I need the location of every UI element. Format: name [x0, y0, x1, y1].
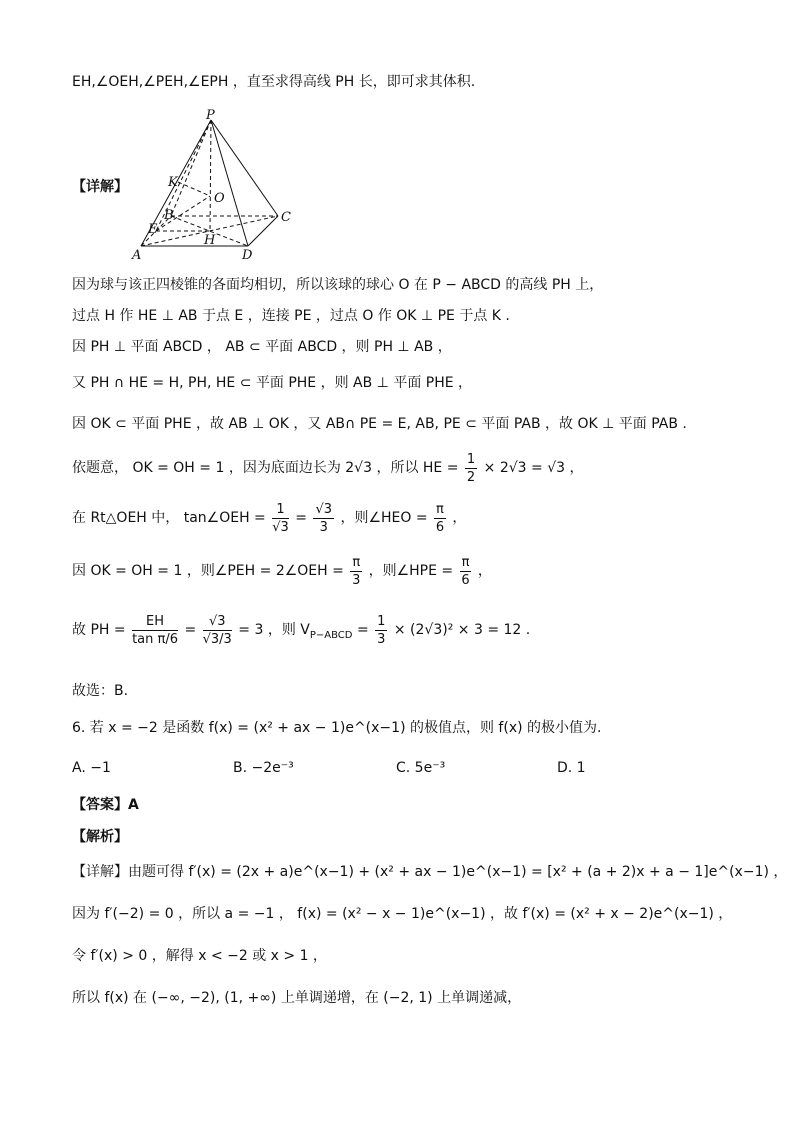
fraction-pi-6: $\frac{\pi}{6}$: [435, 501, 445, 535]
label-a: A: [132, 248, 142, 263]
line9-text-c: = 3 ，则 V: [238, 622, 310, 638]
sol5-line3: 因 PH ⊥ 平面 ABCD ， AB ⊂ 平面 ABCD ，则 PH ⊥ AB ，: [72, 339, 452, 355]
line-ok: [178, 182, 210, 196]
line8-text-b: ，则∠HPE =: [368, 563, 454, 579]
line9-eq2: =: [356, 622, 369, 638]
line9-text-e: × (2√3)² × 3 = 12 .: [393, 622, 531, 638]
q6-sol-line1: 【详解】由题可得 f′(x) = (2x + a)e^(x−1) + (x² + ax − 1)e^(x−1) = [x² + (a + 2)x + a − 1]e^(x−1) ，: [72, 864, 788, 880]
label-e: E: [148, 222, 158, 237]
sol5-line2: 过点 H 作 HE ⊥ AB 于点 E ，连接 PE ，过点 O 作 OK ⊥ PE 于点 K .: [72, 308, 510, 324]
label-d: D: [242, 248, 253, 263]
fraction-tan-2: $\frac{√3}{3}$: [315, 501, 333, 535]
label-h: H: [204, 233, 216, 248]
sol5-line4: 又 PH ∩ HE = H, PH, HE ⊂ 平面 PHE ，则 AB ⊥ 平面 PHE ，: [72, 375, 473, 391]
fraction-pi-3: $\frac{\pi}{3}$: [352, 554, 361, 588]
label-k: K: [168, 175, 178, 190]
label-c: C: [281, 210, 291, 225]
line7-text-a: 在 Rt△OEH 中， tan∠OEH =: [72, 510, 266, 526]
q6-option-d: D. 1: [557, 760, 586, 776]
line7-end: ，: [452, 510, 467, 526]
q6-option-a: A. −1: [72, 760, 111, 776]
sol5-line6: [72, 448, 583, 488]
line6-text-b: × 2√3 = √3 ，: [483, 460, 584, 476]
q6-sol-line3: 令 f′(x) > 0 ，解得 x < −2 或 x > 1 ，: [72, 948, 327, 964]
line9-text-a: 故 PH =: [72, 622, 126, 638]
fraction-third: $\frac{1}{3}$: [377, 613, 386, 647]
fraction-tan-1: $\frac{1}{√3}$: [272, 501, 289, 535]
q6-sol-line4: 所以 f(x) 在 (−∞, −2), (1, +∞) 上单调递增，在 (−2, 1) 上单调递减，: [72, 990, 522, 1006]
edge-pd: [211, 120, 248, 246]
pyramid-figure: [128, 108, 298, 263]
height-ph: [210, 120, 211, 231]
line9-eq1: =: [184, 622, 197, 638]
fraction-pi-6b: $\frac{\pi}{6}$: [461, 554, 470, 588]
sol5-line8: [72, 551, 492, 591]
q6-option-c: C. 5e⁻³: [396, 760, 446, 776]
sol5-line5: 因 OK ⊂ 平面 PHE ，故 AB ⊥ OK ，又 AB∩ PE = E, AB, PE ⊂ 平面 PAB ，故 OK ⊥ 平面 PAB .: [72, 416, 687, 432]
fraction-ph-1: $\frac{EH}{\text{tan π/6}}$: [132, 613, 178, 647]
label-b: B: [164, 208, 174, 223]
label-o: O: [214, 191, 225, 206]
q6-stem: 6. 若 x = −2 是函数 f(x) = (x² + ax − 1)e^(x−1) 的极值点，则 f(x) 的极小值为.: [72, 720, 602, 736]
edge-pb: [171, 120, 211, 216]
edge-dc: [248, 216, 278, 246]
line8-text-a: 因 OK = OH = 1 ，则∠PEH = 2∠OEH =: [72, 563, 344, 579]
line8-end: ，: [477, 563, 492, 579]
sol5-line1: 因为球与该正四棱锥的各面均相切，所以该球的球心 O 在 P − ABCD 的高线 PH 上，: [72, 277, 604, 293]
q6-analysis-label: 【解析】: [72, 829, 128, 845]
line6-text-a: 依题意， OK = OH = 1 ，因为底面边长为 2√3 ，所以 HE =: [72, 460, 459, 476]
volume-subscript: P−ABCD: [309, 629, 353, 641]
line7-text-c: ，则∠HEO =: [340, 510, 428, 526]
fraction-half: $\frac{1}{2}$: [466, 451, 476, 485]
intro-line: EH,∠OEH,∠PEH,∠EPH ，直至求得高线 PH 长，即可求其体积.: [72, 74, 476, 90]
sol5-line9: [72, 605, 530, 661]
line7-eq: =: [295, 510, 307, 526]
answer-line: 故选：B.: [72, 683, 129, 699]
q6-sol-line2: 因为 f′(−2) = 0 ，所以 a = −1 ， f(x) = (x² − x − 1)e^(x−1) ，故 f′(x) = (x² + x − 2)e^(x−1) ，: [72, 906, 733, 922]
sol5-line7: [72, 498, 466, 538]
fraction-ph-2: $\frac{√3}{√3/3}$: [202, 613, 232, 647]
label-p: P: [206, 108, 215, 123]
q6-answer-label: 【答案】A: [72, 797, 139, 813]
detail-label: 【详解】: [72, 179, 128, 195]
q6-option-b: B. −2e⁻³: [233, 760, 294, 776]
